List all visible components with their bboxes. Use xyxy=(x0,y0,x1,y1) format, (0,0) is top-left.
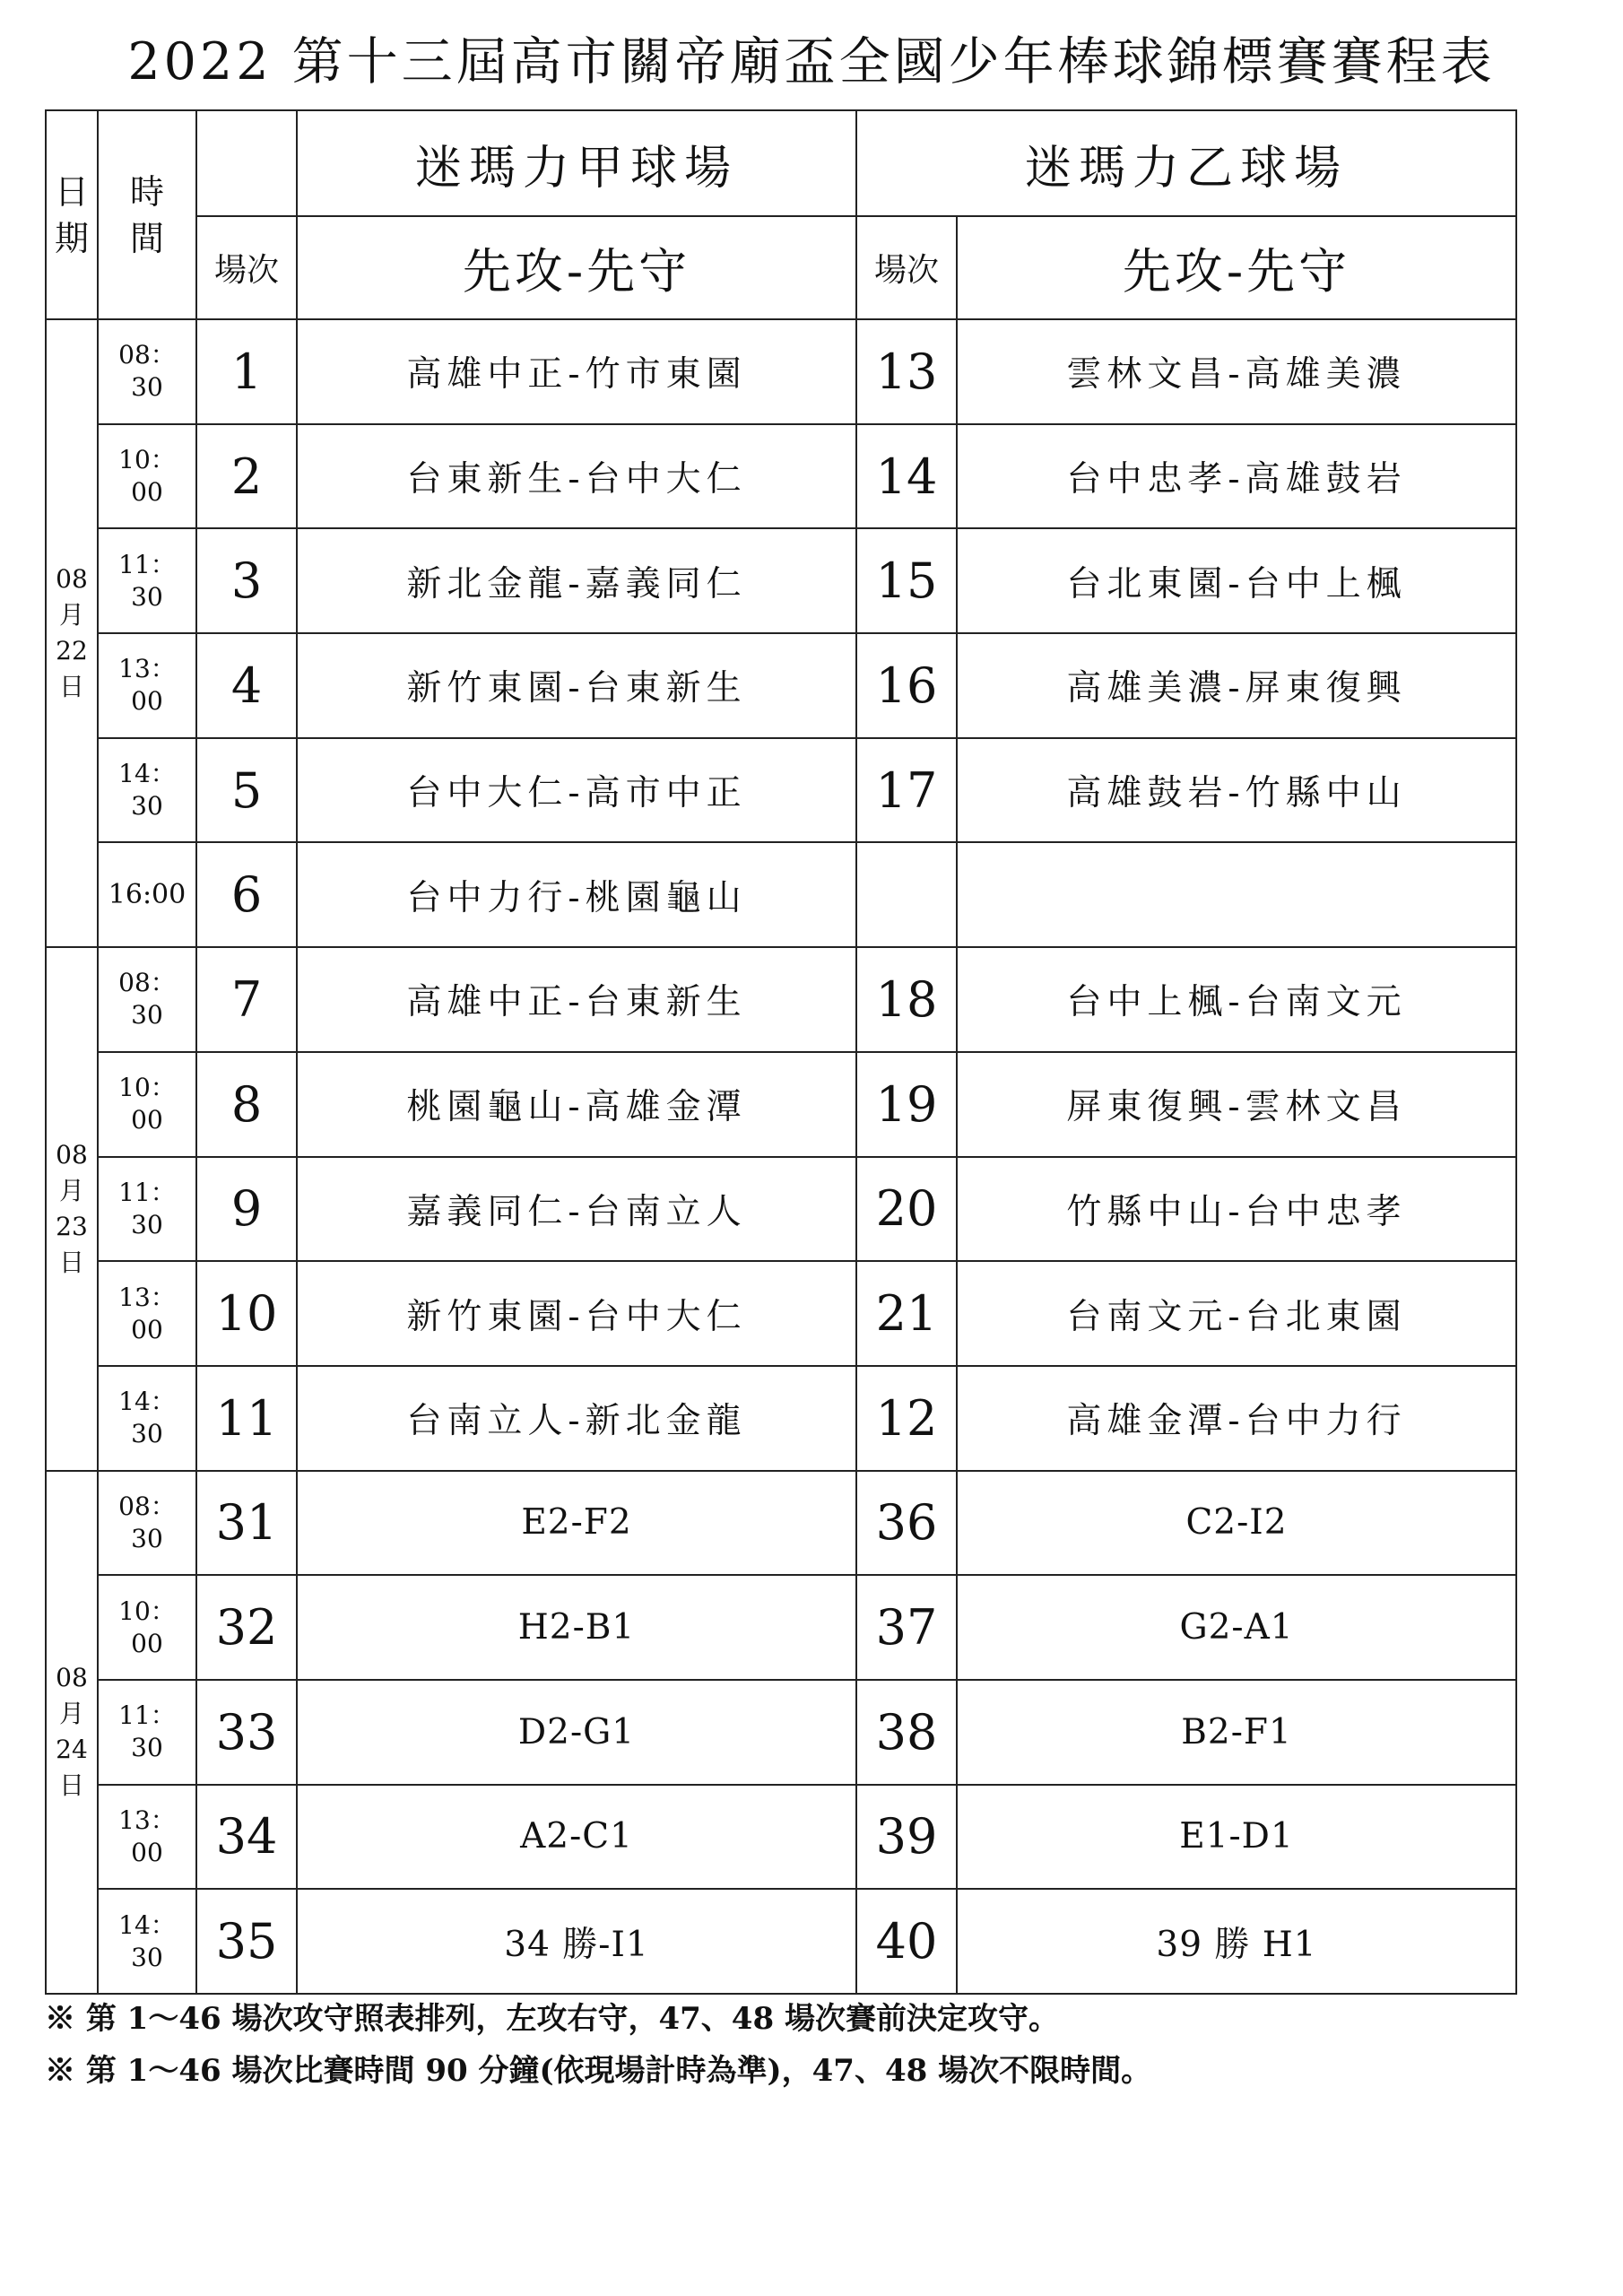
date-line: 月 xyxy=(58,1699,84,1729)
time-line: 13： xyxy=(118,1282,176,1312)
field-b-matchup: 台中忠孝-高雄鼓岩 xyxy=(957,424,1516,529)
table-row xyxy=(46,947,1516,1052)
field-b-matchup: E1-D1 xyxy=(957,1785,1516,1890)
time-cell xyxy=(98,842,196,947)
note-2: ※ 第 1～46 場次比賽時間 90 分鐘(依現場計時為準)，47、48 場次不限時間。 xyxy=(45,2053,1152,2089)
table-row xyxy=(46,1889,1516,1994)
time-line: 08： xyxy=(118,968,176,998)
field-b-game-no: 40 xyxy=(856,1889,957,1994)
date-cell xyxy=(46,947,98,1470)
field-b-game-no: 14 xyxy=(856,424,957,529)
field-a-matchup: 嘉義同仁-台南立人 xyxy=(297,1157,856,1262)
date-cell xyxy=(46,319,98,947)
field-b-matchup: 竹縣中山-台中忠孝 xyxy=(957,1157,1516,1262)
field-a-game-no: 9 xyxy=(196,1157,297,1262)
time-header xyxy=(98,110,196,319)
time-line: 11： xyxy=(118,1700,176,1731)
field-a-game-no: 31 xyxy=(196,1471,297,1576)
field-a-matchup: H2-B1 xyxy=(297,1575,856,1680)
field-b-game-no: 21 xyxy=(856,1261,957,1366)
time-cell xyxy=(98,424,196,529)
field-b-matchup xyxy=(957,842,1516,947)
field-a-game-no: 6 xyxy=(196,842,297,947)
field-b-matchup: B2-F1 xyxy=(957,1680,1516,1785)
field-b-game-no xyxy=(856,842,957,947)
time-cell xyxy=(98,947,196,1052)
field-b-game-no: 37 xyxy=(856,1575,957,1680)
time-line: 00 xyxy=(131,1837,163,1867)
date-line: 月 xyxy=(58,600,84,631)
time-line: 30 xyxy=(131,1942,163,1972)
field-a-game-no: 2 xyxy=(196,424,297,529)
field-b-game-no: 13 xyxy=(856,319,957,424)
time-line: 11： xyxy=(118,1177,176,1207)
date-line: 24 xyxy=(56,1735,88,1765)
table-row xyxy=(46,1785,1516,1890)
field-b-game-no-header: 場次 xyxy=(856,216,957,319)
field-b-game-no: 20 xyxy=(856,1157,957,1262)
field-b-matchup: 高雄金潭-台中力行 xyxy=(957,1366,1516,1471)
time-line: 00 xyxy=(131,1628,163,1658)
time-cell xyxy=(98,528,196,633)
table-row xyxy=(46,319,1516,424)
date-line: 08 xyxy=(56,1139,88,1170)
table-row xyxy=(46,1157,1516,1262)
field-a-game-no: 5 xyxy=(196,738,297,843)
time-cell xyxy=(98,738,196,843)
field-a-matchup: 台中力行-桃園龜山 xyxy=(297,842,856,947)
table-row xyxy=(46,842,1516,947)
time-line: 10： xyxy=(118,1073,176,1103)
date-line: 日 xyxy=(58,672,84,702)
field-a-matchup: 桃園龜山-高雄金潭 xyxy=(297,1052,856,1157)
field-b-matchup: 39 勝 H1 xyxy=(957,1889,1516,1994)
time-line: 00 xyxy=(131,477,163,508)
table-row xyxy=(46,1575,1516,1680)
field-b-matchup: 高雄鼓岩-竹縣中山 xyxy=(957,738,1516,843)
time-header-line-1: 時 xyxy=(129,171,164,212)
table-row xyxy=(46,1680,1516,1785)
table-row xyxy=(46,528,1516,633)
table-row xyxy=(46,633,1516,738)
notes xyxy=(45,1993,1151,2097)
field-a-game-no: 3 xyxy=(196,528,297,633)
time-line: 30 xyxy=(131,1523,163,1553)
date-line: 月 xyxy=(58,1175,84,1205)
field-a-matchup-header: 先攻-先守 xyxy=(297,216,856,319)
field-b-game-no: 17 xyxy=(856,738,957,843)
field-b-game-no: 15 xyxy=(856,528,957,633)
blank-header-cell xyxy=(196,110,297,216)
field-b-game-no: 16 xyxy=(856,633,957,738)
time-cell xyxy=(98,1680,196,1785)
field-a-matchup: 34 勝-I1 xyxy=(297,1889,856,1994)
field-b-header: 迷瑪力乙球場 xyxy=(856,110,1516,216)
field-a-game-no: 8 xyxy=(196,1052,297,1157)
time-line: 30 xyxy=(131,372,163,403)
table-row xyxy=(46,424,1516,529)
time-line: 08： xyxy=(118,1491,176,1521)
table-row xyxy=(46,738,1516,843)
time-line: 30 xyxy=(131,1419,163,1449)
field-a-matchup: A2-C1 xyxy=(297,1785,856,1890)
time-line: 10： xyxy=(118,1596,176,1626)
field-b-matchup: C2-I2 xyxy=(957,1471,1516,1576)
time-line: 10： xyxy=(118,445,176,475)
time-cell xyxy=(98,1889,196,1994)
time-cell xyxy=(98,1366,196,1471)
time-line: 30 xyxy=(131,1000,163,1031)
field-a-game-no-header: 場次 xyxy=(196,216,297,319)
field-b-game-no: 36 xyxy=(856,1471,957,1576)
time-line: 00 xyxy=(131,1105,163,1135)
field-b-matchup: 雲林文昌-高雄美濃 xyxy=(957,319,1516,424)
field-a-game-no: 33 xyxy=(196,1680,297,1785)
field-a-game-no: 1 xyxy=(196,319,297,424)
table-row xyxy=(46,1052,1516,1157)
time-line: 00 xyxy=(131,686,163,717)
field-b-matchup: 屏東復興-雲林文昌 xyxy=(957,1052,1516,1157)
field-b-game-no: 12 xyxy=(856,1366,957,1471)
field-a-matchup: 新竹東園-台東新生 xyxy=(297,633,856,738)
field-b-matchup: 台中上楓-台南文元 xyxy=(957,947,1516,1052)
date-line: 日 xyxy=(58,1770,84,1801)
date-header-line-1: 日 xyxy=(54,171,89,212)
time-line: 30 xyxy=(131,581,163,612)
time-cell xyxy=(98,633,196,738)
field-a-game-no: 32 xyxy=(196,1575,297,1680)
field-b-game-no: 18 xyxy=(856,947,957,1052)
field-a-game-no: 7 xyxy=(196,947,297,1052)
field-b-game-no: 38 xyxy=(856,1680,957,1785)
time-line: 30 xyxy=(131,791,163,822)
date-line: 日 xyxy=(58,1247,84,1277)
time-cell xyxy=(98,1157,196,1262)
table-row xyxy=(46,1261,1516,1366)
field-a-header: 迷瑪力甲球場 xyxy=(297,110,856,216)
time-line: 14： xyxy=(118,759,176,789)
time-line: 30 xyxy=(131,1733,163,1763)
field-a-game-no: 10 xyxy=(196,1261,297,1366)
time-cell xyxy=(98,1785,196,1890)
page-title: 2022 第十三屆高市關帝廟盃全國少年棒球錦標賽賽程表 xyxy=(127,32,1496,91)
time-line: 13： xyxy=(118,1805,176,1835)
time-line: 08： xyxy=(118,340,176,370)
time-cell xyxy=(98,1575,196,1680)
time-line: 13： xyxy=(118,654,176,684)
table-row xyxy=(46,1366,1516,1471)
time-line: 30 xyxy=(131,1209,163,1239)
field-a-game-no: 34 xyxy=(196,1785,297,1890)
date-line: 08 xyxy=(56,564,88,595)
time-header-line-2: 間 xyxy=(129,218,164,258)
field-b-matchup: 台北東園-台中上楓 xyxy=(957,528,1516,633)
note-1: ※ 第 1～46 場次攻守照表排列，左攻右守，47、48 場次賽前決定攻守。 xyxy=(45,2001,1059,2037)
field-a-matchup: 高雄中正-台東新生 xyxy=(297,947,856,1052)
time-line: 11： xyxy=(118,549,176,579)
time-line: 00 xyxy=(131,1314,163,1344)
field-a-game-no: 4 xyxy=(196,633,297,738)
field-b-matchup-header: 先攻-先守 xyxy=(957,216,1516,319)
time-cell xyxy=(98,319,196,424)
field-a-matchup: 台東新生-台中大仁 xyxy=(297,424,856,529)
date-line: 23 xyxy=(56,1211,88,1241)
field-a-matchup: 新竹東園-台中大仁 xyxy=(297,1261,856,1366)
date-cell xyxy=(46,1471,98,1994)
field-a-matchup: 高雄中正-竹市東園 xyxy=(297,319,856,424)
field-b-game-no: 39 xyxy=(856,1785,957,1890)
date-line: 22 xyxy=(56,636,88,666)
time-cell xyxy=(98,1052,196,1157)
header-row-venues xyxy=(46,110,1516,216)
field-a-matchup: 新北金龍-嘉義同仁 xyxy=(297,528,856,633)
time-line: 14： xyxy=(118,1909,176,1940)
field-a-matchup: E2-F2 xyxy=(297,1471,856,1576)
date-header-line-2: 期 xyxy=(54,218,89,258)
time-line: 16:00 xyxy=(108,878,187,910)
field-a-matchup: D2-G1 xyxy=(297,1680,856,1785)
field-b-matchup: 高雄美濃-屏東復興 xyxy=(957,633,1516,738)
field-a-game-no: 11 xyxy=(196,1366,297,1471)
field-a-matchup: 台中大仁-高市中正 xyxy=(297,738,856,843)
time-line: 14： xyxy=(118,1387,176,1417)
time-cell xyxy=(98,1261,196,1366)
header-row-columns xyxy=(46,216,1516,319)
field-b-game-no: 19 xyxy=(856,1052,957,1157)
table-row xyxy=(46,1471,1516,1576)
field-b-matchup: 台南文元-台北東園 xyxy=(957,1261,1516,1366)
field-a-game-no: 35 xyxy=(196,1889,297,1994)
schedule-table xyxy=(45,109,1517,1995)
field-a-matchup: 台南立人-新北金龍 xyxy=(297,1366,856,1471)
time-cell xyxy=(98,1471,196,1576)
date-line: 08 xyxy=(56,1663,88,1693)
date-header xyxy=(46,110,98,319)
field-b-matchup: G2-A1 xyxy=(957,1575,1516,1680)
